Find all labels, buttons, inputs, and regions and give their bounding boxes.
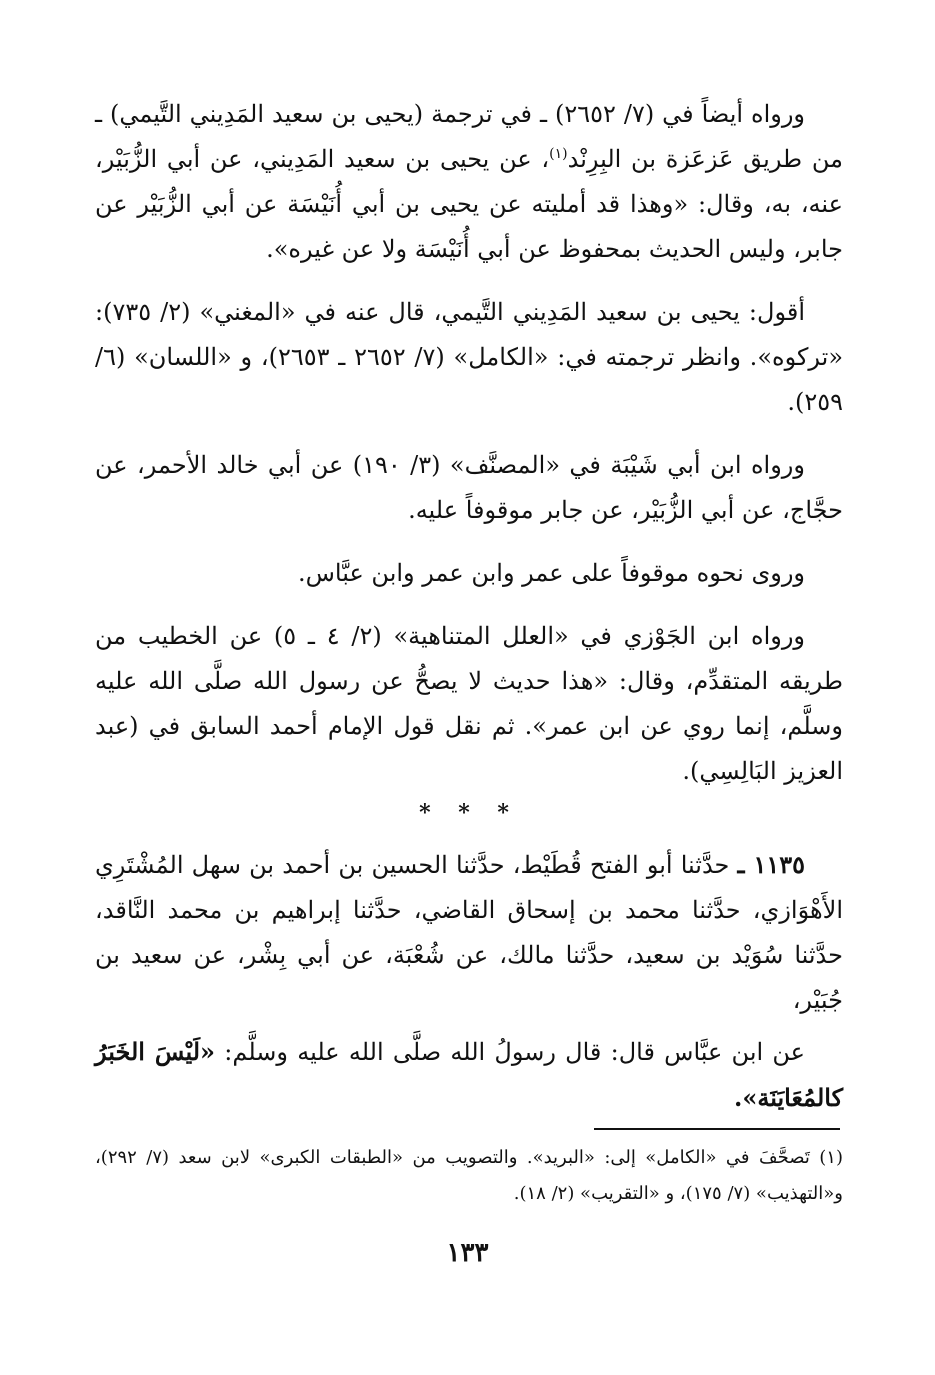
paragraph-1-text-b: ، عن يحيى بن سعيد المَدِيني، عن أبي الزُّبَيْر، عنه، به، وقال: «وهذا قد أمليته عن يحيى بن أبي أُنَيْسَة عن أبي الزُّبَيْر عن جابر، وليس الحديث بمحفوظ عن أبي أُنَيْسَة ولا عن غيره». (95, 145, 843, 263)
hadith-chain (95, 842, 843, 1023)
paragraph-1 (95, 92, 843, 272)
page-number: ١٣٣ (446, 1238, 489, 1268)
footnote-number: (١) (819, 1147, 843, 1168)
section-separator: * * * (419, 800, 519, 826)
paragraph-5: ورواه ابن الجَوْزي في «العلل المتناهية» (٢/ ٤ ـ ٥) عن الخطيب من طريقه المتقدِّم، وقال: «هذا حديث لا يصحُّ عن رسول الله صلَّى الله عليه وسلَّم، إنما روي عن ابن عمر». ثم نقل قول الإمام أحمد السابق في (عبد العزيز البَالِسِي). (95, 622, 843, 785)
hadith-matn-intro: عن ابن عبَّاس قال: قال رسولُ الله صلَّى الله عليه وسلَّم: (224, 1038, 805, 1066)
hadith-matn (95, 1029, 843, 1121)
paragraph-1-text-a: ورواه أيضاً في (٧/ ٢٦٥٢) ـ في ترجمة (يحيى بن سعيد المَدِيني التَّيمي) ـ من طريق عَزعَزة بن البِرِنْد (95, 100, 843, 173)
hadith-number: ١١٣٥ ـ (737, 850, 805, 879)
footnote-reference[interactable]: (١) (549, 146, 568, 162)
paragraph-3: ورواه ابن أبي شَيْبَة في «المصنَّف» (٣/ ١٩٠) عن أبي خالد الأحمر، عن حجَّاج، عن أبي الزُّبَيْر، عن جابر موقوفاً عليه. (95, 451, 843, 524)
footnote-divider (594, 1128, 840, 1130)
hadith-matn-text: «لَيْسَ الخَبَرُ كالمُعَايَنَة». (95, 1037, 843, 1112)
page-body (95, 92, 843, 1139)
paragraph-2: أقول: يحيى بن سعيد المَدِيني التَّيمي، قال عنه في «المغني» (٢/ ٧٣٥): «تركوه». وانظر ترجمته في: «الكامل» (٧/ ٢٦٥٢ ـ ٢٦٥٣)، و «اللسان» (٦/ ٢٥٩). (95, 298, 844, 416)
footnote (95, 1140, 843, 1212)
footnote-text: تَصحَّفَ في «الكامل» إلى: «البريد». والتصويب من «الطبقات الكبرى» لابن سعد (٧/ ٢٩٢)، و«التهذيب» (٧/ ١٧٥)، و «التقريب» (٢/ ١٨). (95, 1147, 843, 1204)
paragraph-4: وروى نحوه موقوفاً على عمر وابن عمر وابن عبَّاس. (298, 559, 805, 587)
hadith-chain-text: حدَّثنا أبو الفتح قُطَيْط، حدَّثنا الحسين بن أحمد بن سهل المُشْتَرِي الأَهْوَازي، حدَّثنا محمد بن إسحاق القاضي، حدَّثنا إبراهيم بن محمد النَّاقد، حدَّثنا سُوَيْد بن سعيد، حدَّثنا مالك، عن شُعْبَة، عن أبي بِشْر، عن سعيد بن جُبَيْر، (95, 851, 843, 1014)
